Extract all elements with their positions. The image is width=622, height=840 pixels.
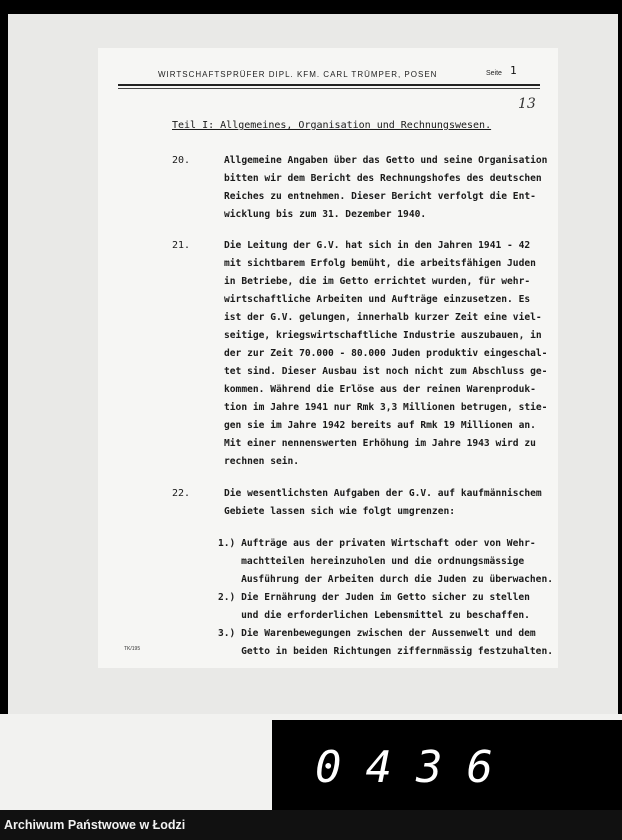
paragraph-line: kommen. Während die Erlöse aus der reinen Warenproduk- xyxy=(224,384,536,395)
paragraph-line: tet sind. Dieser Ausbau ist noch nicht zum Abschluss ge- xyxy=(224,366,548,377)
paragraph-line: wirtschaftliche Arbeiten und Aufträge einzusetzen. Es xyxy=(224,294,531,305)
list-item: Getto in beiden Richtungen ziffernmässig festzuhalten. xyxy=(218,646,554,657)
archive-name: Archiwum Państwowe w Łodzi xyxy=(4,818,186,832)
paragraph-line: Mit einer nennenswerten Erhöhung im Jahre 1943 wird zu xyxy=(224,438,536,449)
list-item: machtteilen hereinzuholen und die ordnungsmässige xyxy=(218,556,525,567)
paragraph-line: rechnen sein. xyxy=(224,456,300,467)
page-label: Seite xyxy=(486,70,502,77)
paragraph-line: Reiches zu entnehmen. Dieser Bericht verfolgt die Ent- xyxy=(224,191,536,202)
paragraph-line: mit sichtbarem Erfolg bemüht, die arbeitsfähigen Juden xyxy=(224,258,536,269)
paragraph-line: seitige, kriegswirtschaftliche Industrie auszubauen, in xyxy=(224,330,542,341)
letterhead: WIRTSCHAFTSPRÜFER DIPL. KFM. CARL TRÜMPER, POSEN xyxy=(158,70,438,79)
handwritten-folio-number: 13 xyxy=(518,96,536,112)
document-page xyxy=(98,48,558,668)
list-item: 1.) Aufträge aus der privaten Wirtschaft oder von Wehr- xyxy=(218,538,536,549)
paragraph-line: tion im Jahre 1941 nur Rmk 3,3 Millionen betrugen, stie- xyxy=(224,402,548,413)
paragraph-line: Allgemeine Angaben über das Getto und seine Organisation xyxy=(224,155,548,166)
paragraph-number: 20. xyxy=(172,155,191,166)
paragraph-number: 22. xyxy=(172,488,191,499)
paragraph-line: Die wesentlichsten Aufgaben der G.V. auf kaufmännischem xyxy=(224,488,542,499)
paragraph-line: ist der G.V. gelungen, innerhalb kurzer Zeit eine viel- xyxy=(224,312,542,323)
list-item: Ausführung der Arbeiten durch die Juden zu überwachen. xyxy=(218,574,554,585)
letterhead-rule-thin xyxy=(118,88,540,89)
paragraph-line: Die Leitung der G.V. hat sich in den Jahren 1941 - 42 xyxy=(224,240,531,251)
list-item: 2.) Die Ernährung der Juden im Getto sicher zu stellen xyxy=(218,592,530,603)
section-heading: Teil I: Allgemeines, Organisation und Rechnungswesen. xyxy=(172,120,492,131)
frame-number: 0436 xyxy=(315,742,517,793)
corner-code: TK/195 xyxy=(124,646,141,652)
paragraph-line: bitten wir dem Bericht des Rechnungshofes des deutschen xyxy=(224,173,542,184)
list-item: 3.) Die Warenbewegungen zwischen der Aussenwelt und dem xyxy=(218,628,536,639)
letterhead-rule xyxy=(118,84,540,86)
page-number: 1 xyxy=(510,64,517,77)
paragraph-line: der zur Zeit 70.000 - 80.000 Juden produktiv eingeschal- xyxy=(224,348,548,359)
paragraph-line: wicklung bis zum 31. Dezember 1940. xyxy=(224,209,427,220)
paragraph-number: 21. xyxy=(172,240,191,251)
paragraph-line: Gebiete lassen sich wie folgt umgrenzen: xyxy=(224,506,456,517)
paragraph-line: in Betriebe, die im Getto errichtet wurden, für wehr- xyxy=(224,276,531,287)
list-item: und die erforderlichen Lebensmittel zu beschaffen. xyxy=(218,610,530,621)
paragraph-line: gen sie im Jahre 1942 bereits auf Rmk 19 Millionen an. xyxy=(224,420,536,431)
